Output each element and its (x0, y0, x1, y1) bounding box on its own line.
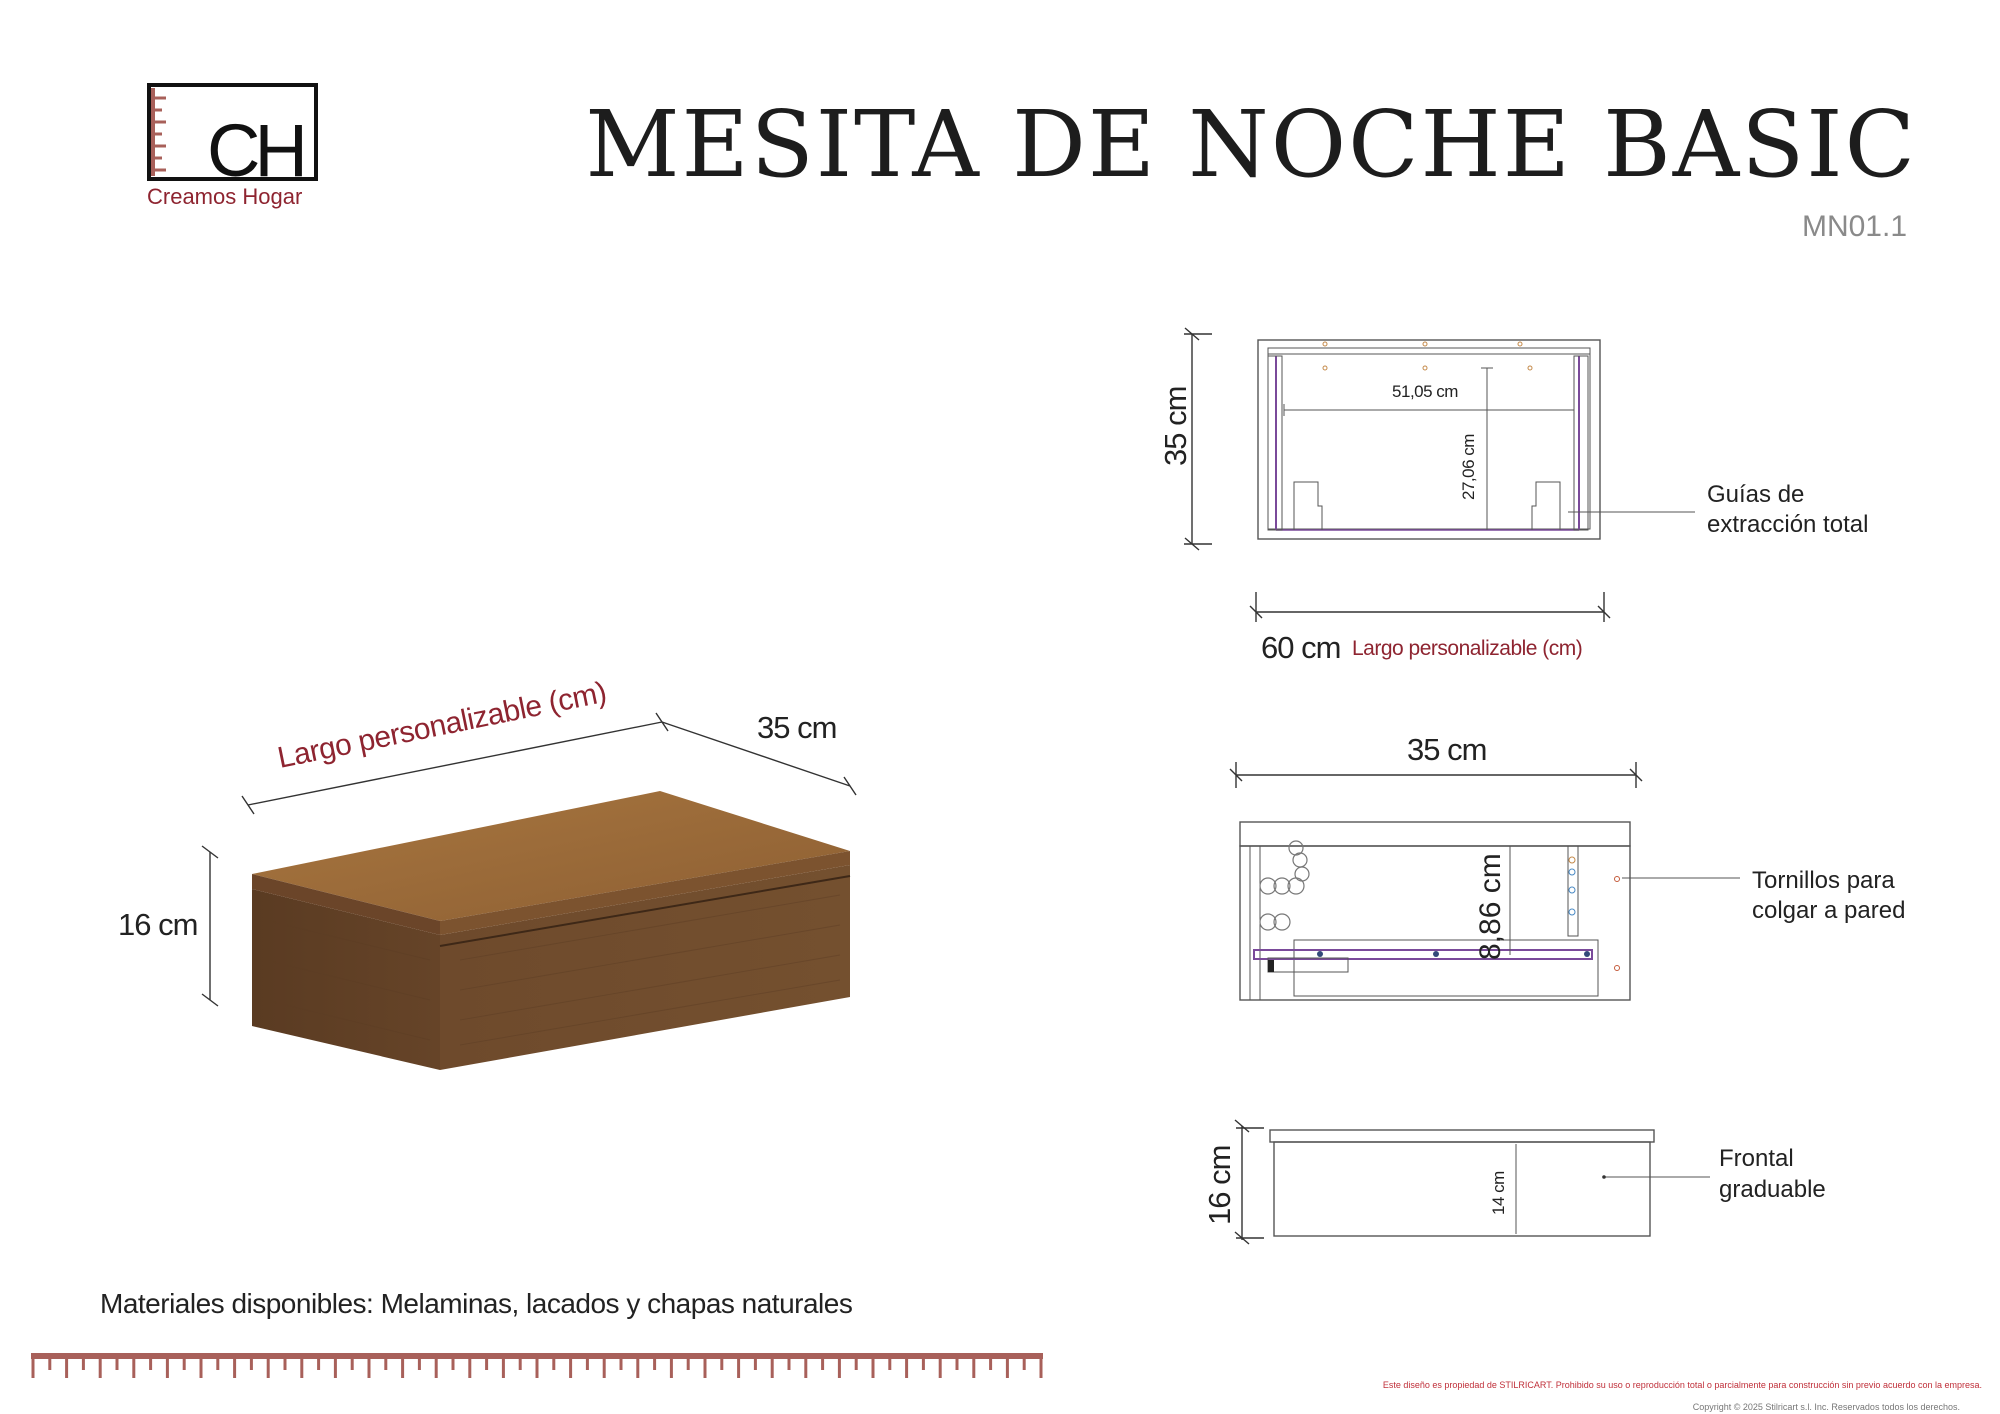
front-view-drawing (1202, 1120, 1826, 1244)
dim-top-depth: 35 cm (1158, 386, 1193, 466)
dim-inner-depth: 27,06 cm (1459, 434, 1478, 500)
brand-logo (147, 85, 316, 209)
dim-side-inner-height: 8,86 cm (1474, 853, 1507, 960)
logo-ruler-ticks (153, 98, 166, 170)
dim-height-label: 16 cm (118, 907, 198, 942)
dim-top-width-note: Largo personalizable (cm) (1352, 637, 1583, 660)
top-view-drawing (1158, 328, 1868, 665)
copyright-notice: Copyright © 2025 Stilricart s.l. Inc. Reservados todos los derechos. (1692, 1402, 1960, 1412)
dim-front-height: 16 cm (1202, 1145, 1237, 1225)
callout-front: Frontal graduable (1719, 1145, 1826, 1203)
page-title: MESITA DE NOCHE BASIC (585, 91, 1917, 198)
logo-tagline: Creamos Hogar (147, 184, 303, 209)
dim-front-inner-height: 14 cm (1489, 1171, 1508, 1215)
decorative-ruler (31, 1356, 1043, 1378)
product-code: MN01.1 (1801, 210, 1907, 243)
side-view-hardware (1260, 841, 1309, 930)
dim-depth-label: 35 cm (757, 710, 837, 745)
dim-side-depth: 35 cm (1407, 732, 1487, 767)
dim-inner-width: 51,05 cm (1392, 382, 1458, 401)
legal-notice: Este diseño es propiedad de STILRICART. Prohibido su uso o reproducción total o parcialmente para construcción sin previo acuerdo con la empresa. (1382, 1380, 1982, 1390)
logo-monogram: CH (207, 109, 302, 192)
materials-text: Materiales disponibles: Melaminas, lacados y chapas naturales (100, 1288, 853, 1319)
dim-top-width: 60 cm (1261, 630, 1341, 665)
top-view-outline (1258, 340, 1600, 539)
callout-guides: Guías de extracción total (1707, 481, 1869, 538)
dim-length-label: Largo personalizable (cm) (274, 675, 610, 775)
perspective-view (118, 676, 856, 1070)
side-view-drawing (1230, 732, 1905, 1000)
callout-screws: Tornillos para colgar a pared (1752, 867, 1906, 924)
top-view-dots (1323, 342, 1532, 370)
